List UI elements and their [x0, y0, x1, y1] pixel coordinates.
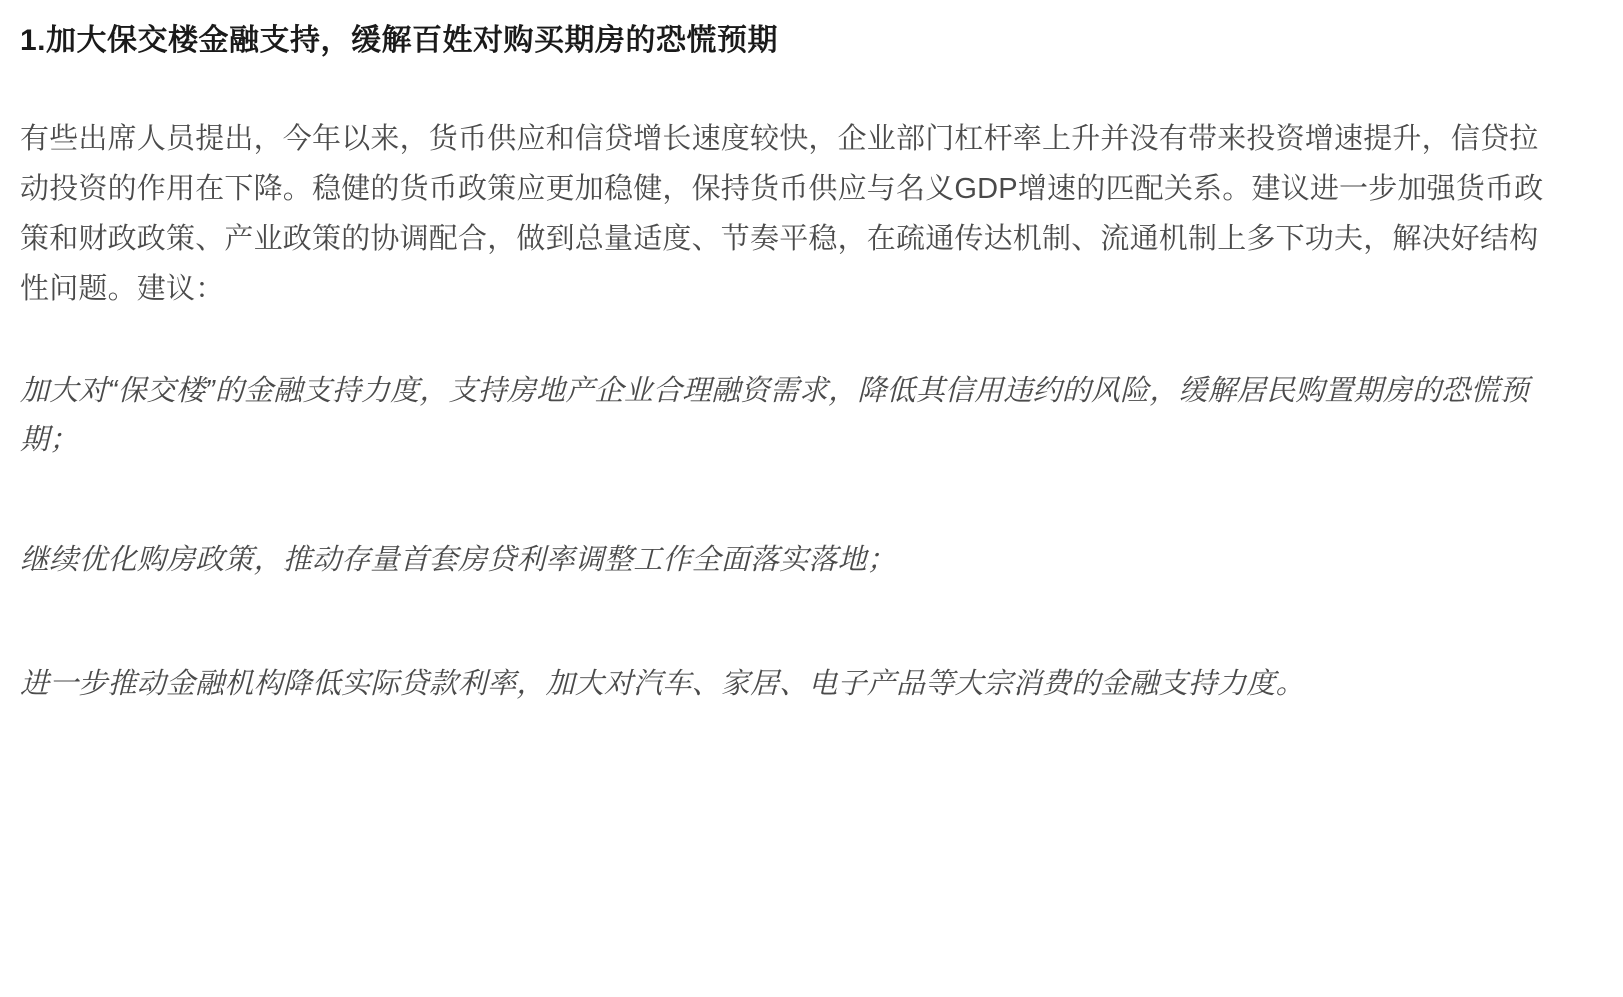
- recommendation-item-1: 加大对“保交楼”的金融支持力度，支持房地产企业合理融资需求，降低其信用违约的风险，缓解居民购置期房的恐慌预期；: [20, 374, 1529, 457]
- body-paragraph: 有些出席人员提出，今年以来，货币供应和信贷增长速度较快，企业部门杠杆率上升并没有带来投资增速提升，信贷拉动投资的作用在下降。稳健的货币政策应更加稳健，保持货币供应与名义GDP增速的匹配关系。建议进一步加强货币政策和财政政策、产业政策的协调配合，做到总量适度、节奏平稳，在疏通传达机制、流通机制上多下功夫，解决好结构性问题。建议：: [20, 123, 1544, 305]
- page-title: 1.加大保交楼金融支持，缓解百姓对购买期房的恐慌预期: [20, 24, 779, 57]
- recommendation-item-2: 继续优化购房政策，推动存量首套房贷利率调整工作全面落实落地；: [20, 544, 897, 577]
- recommendation-item-3: 进一步推动金融机构降低实际贷款利率，加大对汽车、家居、电子产品等大宗消费的金融支持力度。: [20, 668, 1305, 701]
